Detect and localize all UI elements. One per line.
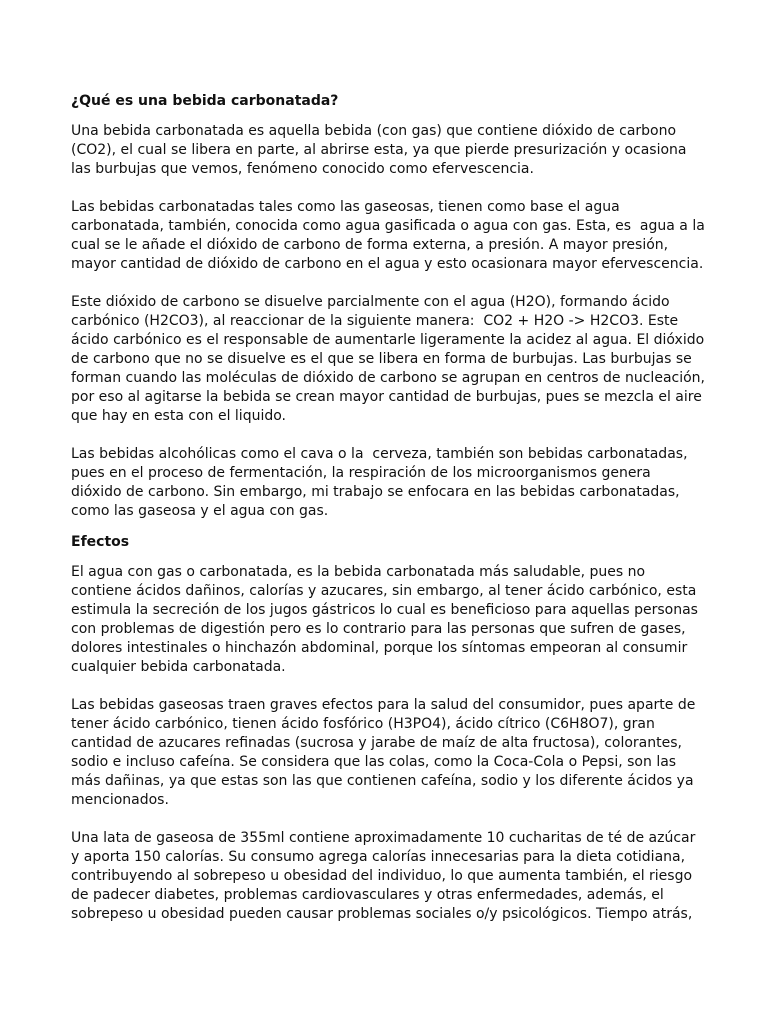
text-line: Las bebidas carbonatadas tales como las gaseosas, tienen como base el agua bbox=[71, 199, 620, 215]
text-line: cualquier bebida carbonatada. bbox=[71, 659, 286, 675]
text-line: El agua con gas o carbonatada, es la bebida carbonatada más saludable, pues no bbox=[71, 564, 646, 580]
text-line: Las bebidas gaseosas traen graves efectos para la salud del consumidor, pues aparte de bbox=[71, 697, 696, 713]
text-line: estimula la secreción de los jugos gástricos lo cual es beneficioso para aquellas personas bbox=[71, 602, 698, 618]
intro-paragraph-1 bbox=[71, 122, 708, 179]
text-line: tener ácido carbónico, tienen ácido fosfórico (H3PO4), ácido cítrico (C6H8O7), gran bbox=[71, 716, 655, 732]
text-line: mencionados. bbox=[71, 792, 169, 808]
text-line: contribuyendo al sobrepeso u obesidad del individuo, lo que aumenta también, el riesgo bbox=[71, 868, 693, 884]
text-line: contiene ácidos dañinos, calorías y azucares, sin embargo, al tener ácido carbónico, esta bbox=[71, 583, 697, 599]
text-line: mayor cantidad de dióxido de carbono en el agua y esto ocasionara mayor efervescencia. bbox=[71, 256, 704, 272]
text-line: como las gaseosa y el agua con gas. bbox=[71, 503, 329, 519]
intro-paragraph-4 bbox=[71, 445, 708, 521]
intro-paragraph-3 bbox=[71, 293, 708, 426]
document-title: ¿Qué es una bebida carbonatada? bbox=[71, 93, 339, 109]
text-line: Las bebidas alcohólicas como el cava o la cerveza, también son bebidas carbonatadas, bbox=[71, 446, 688, 462]
text-line: de padecer diabetes, problemas cardiovasculares y otras enfermedades, además, el bbox=[71, 887, 664, 903]
text-line: Una bebida carbonatada es aquella bebida (con gas) que contiene dióxido de carbono bbox=[71, 123, 677, 139]
text-line: con problemas de digestión pero es lo contrario para las personas que sufren de gases, bbox=[71, 621, 686, 637]
text-line: las burbujas que vemos, fenómeno conocido como efervescencia. bbox=[71, 161, 534, 177]
text-line: de carbono que no se disuelve es el que se libera en forma de burbujas. Las burbujas se bbox=[71, 351, 692, 367]
text-line: dolores intestinales o hinchazón abdominal, porque los síntomas empeoran al consumir bbox=[71, 640, 688, 656]
text-line: carbonatada, también, conocida como agua gasificada o agua con gas. Esta, es agua a la bbox=[71, 218, 705, 234]
intro-paragraph-2 bbox=[71, 198, 708, 274]
text-line: y aporta 150 calorías. Su consumo agrega calorías innecesarias para la dieta cotidiana, bbox=[71, 849, 686, 865]
text-line: forman cuando las moléculas de dióxido de carbono se agrupan en centros de nucleación, bbox=[71, 370, 705, 386]
text-line: Este dióxido de carbono se disuelve parcialmente con el agua (H2O), formando ácido bbox=[71, 294, 670, 310]
text-line: dióxido de carbono. Sin embargo, mi trabajo se enfocara en las bebidas carbonatadas, bbox=[71, 484, 680, 500]
text-line: cual se le añade el dióxido de carbono de forma externa, a presión. A mayor presión, bbox=[71, 237, 669, 253]
text-line: por eso al agitarse la bebida se crean mayor cantidad de burbujas, pues se mezcla el aire bbox=[71, 389, 702, 405]
text-line: pues en el proceso de fermentación, la respiración de los microorganismos genera bbox=[71, 465, 651, 481]
text-line: ácido carbónico es el responsable de aumentarle ligeramente la acidez al agua. El dióxido bbox=[71, 332, 705, 348]
text-line: más dañinas, ya que estas son las que contienen cafeína, sodio y los diferente ácidos ya bbox=[71, 773, 694, 789]
effects-paragraph-1 bbox=[71, 563, 708, 677]
section-heading-efectos: Efectos bbox=[71, 534, 130, 550]
effects-paragraph-3 bbox=[71, 829, 708, 924]
effects-paragraph-2 bbox=[71, 696, 708, 810]
text-line: que hay en esta con el liquido. bbox=[71, 408, 286, 424]
text-line: (CO2), el cual se libera en parte, al abrirse esta, ya que pierde presurización y ocasiona bbox=[71, 142, 687, 158]
text-line: sodio e incluso cafeína. Se considera que las colas, como la Coca-Cola o Pepsi, son las bbox=[71, 754, 677, 770]
text-line: cantidad de azucares refinadas (sucrosa y jarabe de maíz de alta fructosa), colorantes, bbox=[71, 735, 682, 751]
text-line: sobrepeso u obesidad pueden causar problemas sociales o/y psicológicos. Tiempo atrás, bbox=[71, 906, 693, 922]
text-line: Una lata de gaseosa de 355ml contiene aproximadamente 10 cucharitas de té de azúcar bbox=[71, 830, 696, 846]
text-line: carbónico (H2CO3), al reaccionar de la siguiente manera: CO2 + H2O -> H2CO3. Este bbox=[71, 313, 679, 329]
